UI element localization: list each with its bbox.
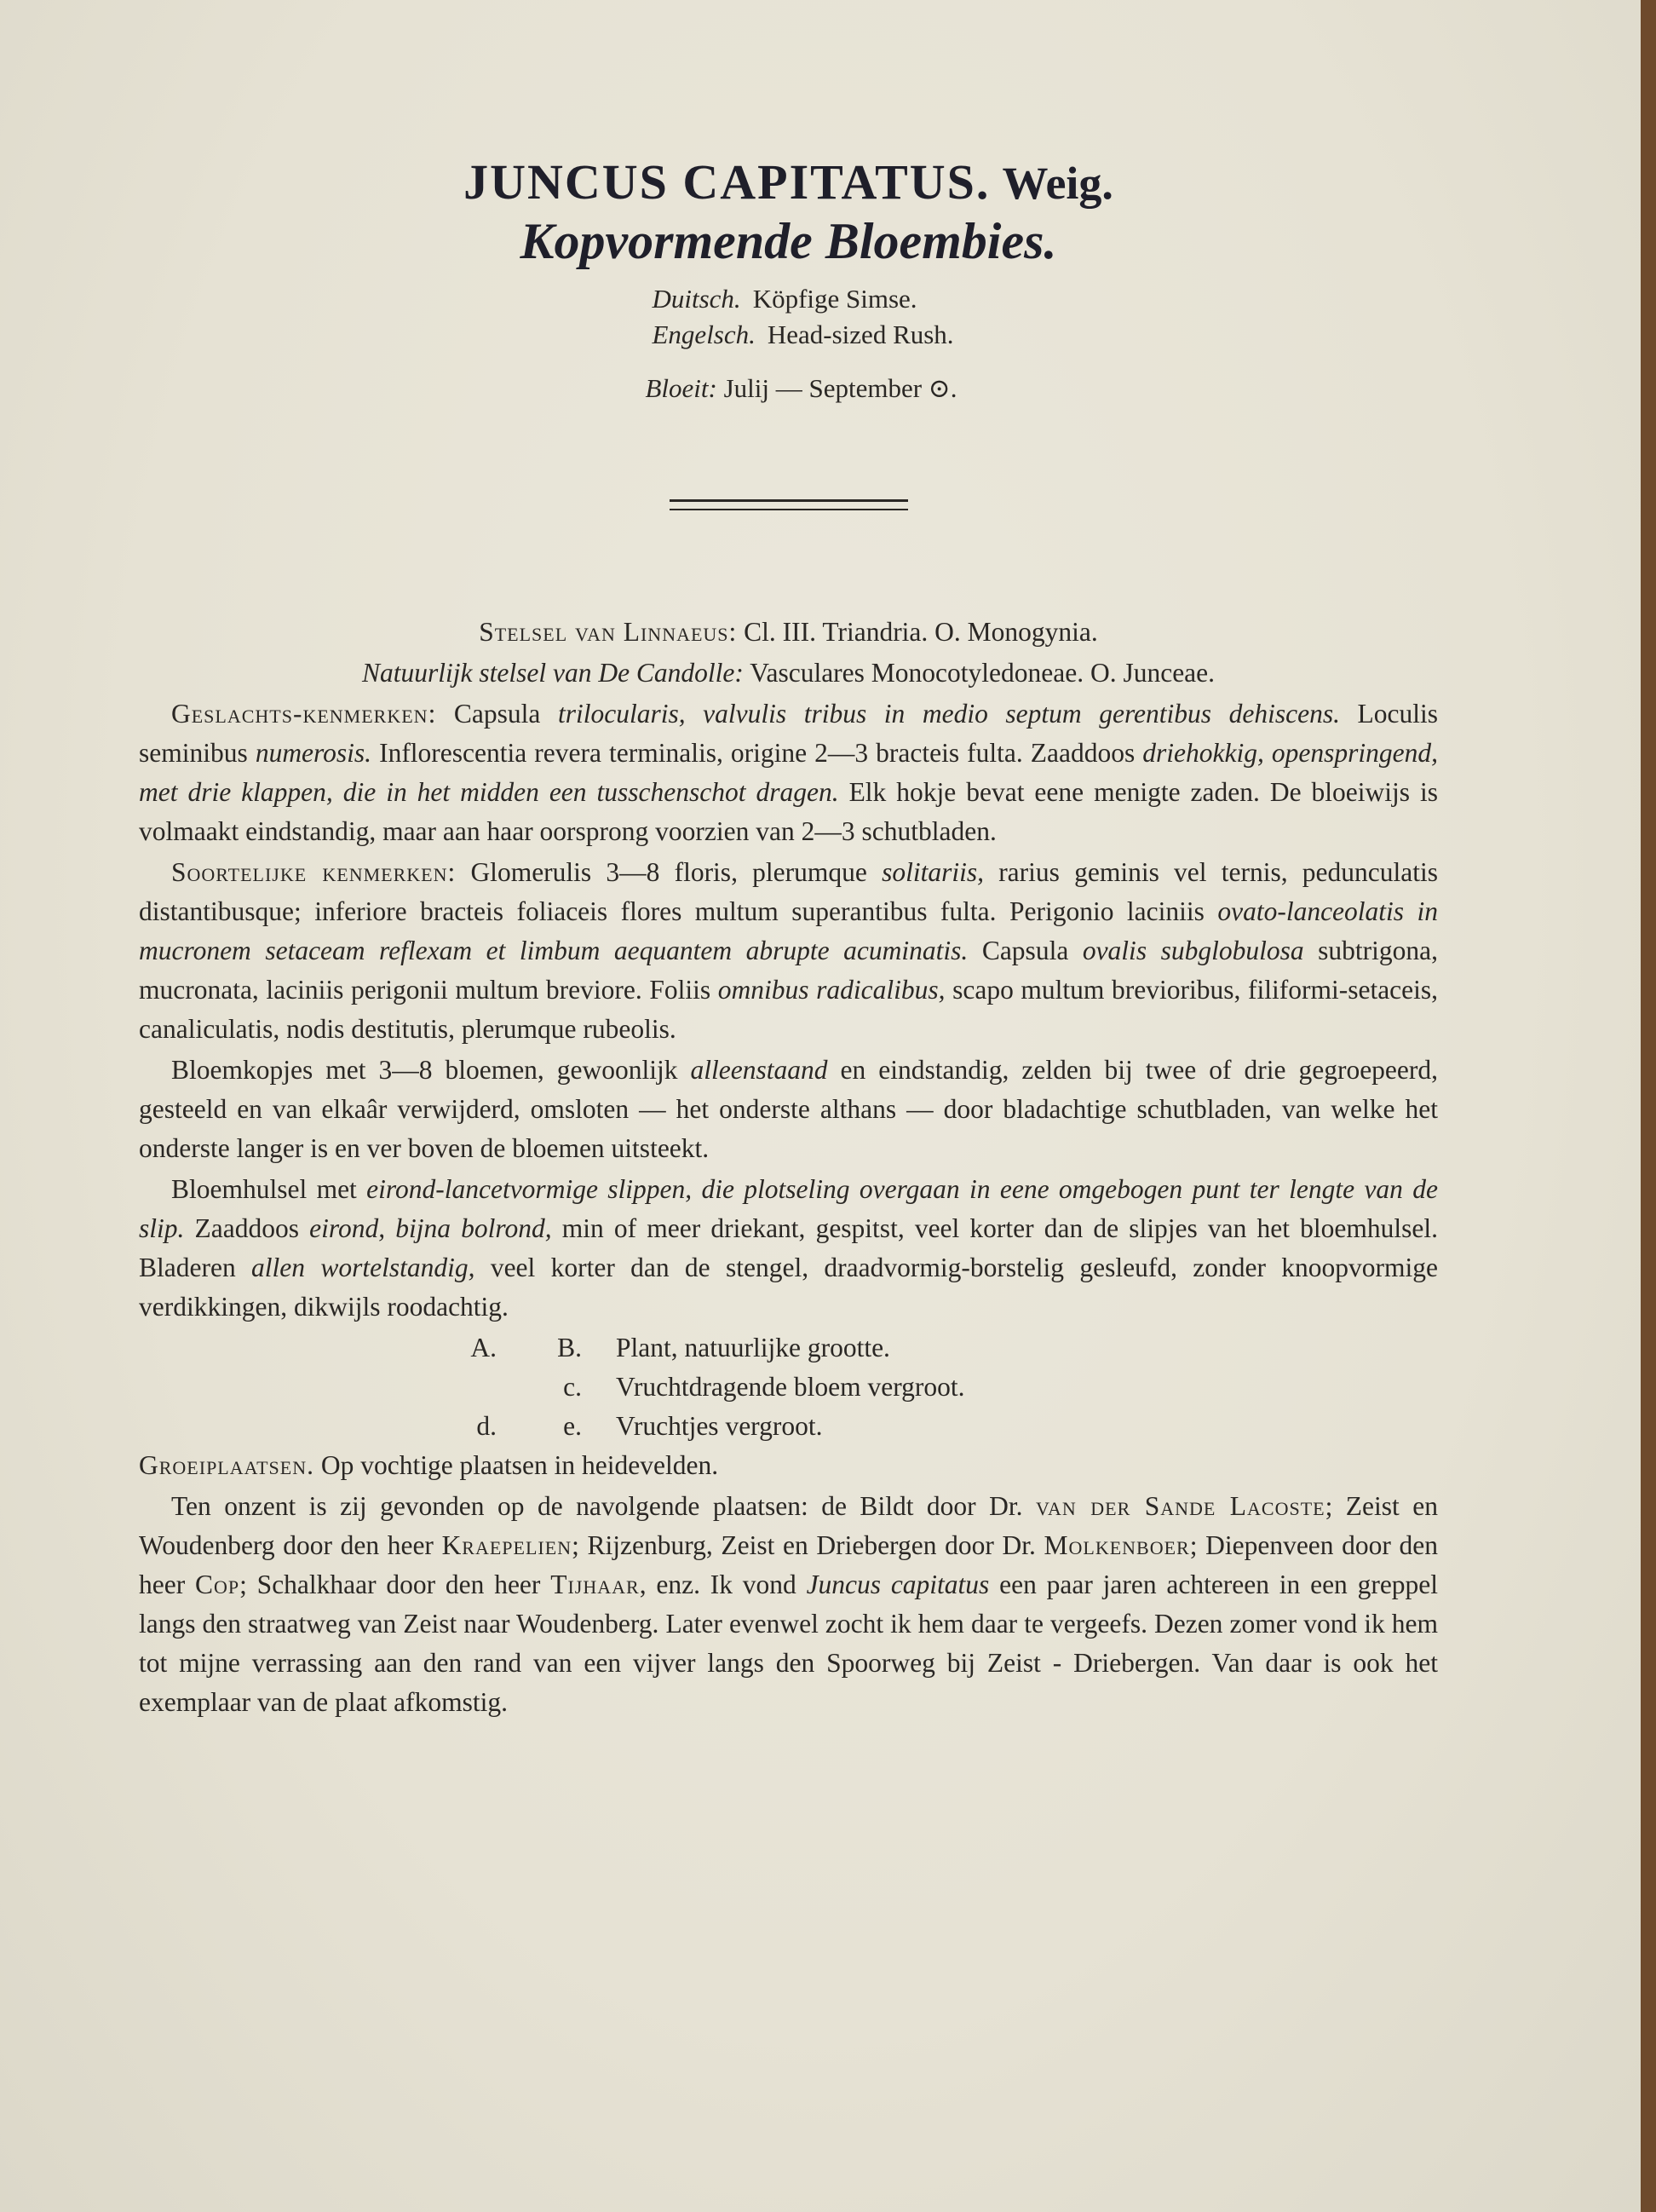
species-label: Soortelijke kenmerken: [171,856,457,887]
species-text-italic: solitariis, [882,856,984,887]
plate-caption: Plant, natuurlijke grootte. [616,1332,890,1362]
linnaeus-value: Cl. III. Triandria. O. Monogynia. [744,616,1098,647]
dutch-description-2 [139,1170,1438,1327]
bloeit-label: Bloeit: [645,372,717,403]
plate-key: A. [470,1332,497,1362]
body-text [139,613,1438,1722]
description-text: veel korter dan de stengel, draadvormig-borstelig gesleufd, zonder knoopvormige verdikkingen, dikwijls roodachtig. [139,1252,1439,1322]
genus-text-italic: trilocularis, valvulis tribus in medio septum gerentibus dehiscens. [557,698,1340,729]
candolle-label: Natuurlijk stelsel van De Candolle: [361,657,744,688]
description-text-italic: allen wortelstandig, [251,1252,475,1282]
genus-text-italic: driehokkig, openspringend, met drie klappen, die in het midden een tusschenschot dragen. [139,737,1439,807]
species-text: rarius geminis vel ternis, pedunculatis distantibusque; inferiore bracteis foliaceis flores multum superantibus fulta. Perigonio laciniis [139,856,1439,926]
description-text-italic: eirond, bijna bolrond, [309,1213,552,1243]
description-text: min of meer driekant, gespitst, veel korter dan de slipjes van het bloemhulsel. Bladeren [139,1213,1439,1282]
habitat-line [139,1446,1438,1485]
locations-text: ; Diepenveen door den heer [139,1529,1439,1599]
description-text-italic: eirond-lancetvormige slippen, die plotseling overgaan in eene omgebogen punt ter lengte van de slip. [139,1173,1438,1243]
plate-caption: Vruchtjes vergroot. [616,1410,823,1441]
plate-key: e. [563,1410,582,1441]
flowering-period [139,373,1438,404]
page-title [139,153,1438,210]
genus-text: Elk hokje bevat eene menigte zaden. De bloeiwijs is volmaakt eindstandig, maar aan haar oorsprong voorzien van 2—3 schutbladen. [139,776,1439,846]
species-text: scapo multum brevioribus, filiformi-setaceis, canaliculatis, nodis destitutis, plerumque rubeolis. [139,974,1439,1044]
locations-paragraph [139,1487,1438,1722]
locations-text: ; Zeist en Woudenberg door den heer [139,1490,1438,1560]
divider-rule [670,499,908,510]
dutch-description-1 [139,1051,1438,1168]
lang-label: Duitsch. [652,284,741,314]
species-paragraph [139,853,1438,1049]
content [139,0,1438,1724]
author: Weig. [1002,158,1113,209]
genus-text: Capsula [453,698,541,729]
genus-text-italic: numerosis. [255,737,372,768]
common-names [516,281,1061,353]
description-text: en eindstandig, zelden bij twee of drie gegroepeerd, gesteeld en van elkaâr verwijderd, omsloten — het onderste althans — door bladachtige schutbladen, van welke het onderste langer is en ver boven de bloemen uitsteekt. [139,1054,1438,1163]
name-row-english [653,317,1061,353]
title-block [139,153,1438,510]
linnaeus-line [139,613,1438,652]
person-name: van der Sande Lacoste [1035,1490,1325,1521]
plate-key: d. [476,1410,497,1441]
linnaeus-label: Stelsel van Linnaeus: [479,616,738,647]
description-text: Bloemhulsel met [171,1173,357,1204]
species-text: subtrigona, mucronata, laciniis perigonii multum breviore. Foliis [139,935,1439,1005]
person-name: Kraepelien [441,1529,572,1560]
dutch-name: Kopvormende Bloembies. [520,213,1057,269]
habitat-text: Op vochtige plaatsen in heidevelden. [320,1449,719,1480]
plate-key [446,1368,497,1407]
locations-text: , enz. Ik vond [639,1569,796,1599]
plate-key: B. [557,1332,582,1362]
candolle-line [139,654,1438,693]
species-text-italic: omnibus radicalibus, [717,974,946,1005]
name-row-german [653,281,1061,317]
description-text: Bloemkopjes met 3—8 bloemen, gewoonlijk [171,1054,678,1085]
description-text: Zaaddoos [194,1213,299,1243]
bloeit-value: Julij — September ⊙. [723,372,957,403]
genus-label: Geslachts-kenmerken: [171,698,437,729]
lang-label: Engelsch. [652,319,756,349]
name-value: Köpfige Simse. [752,284,917,314]
locations-text: Ten onzent is zij gevonden op de navolgende plaatsen: de Bildt door Dr. [171,1490,1023,1521]
person-name: Tijhaar [550,1569,640,1599]
name-value: Head-sized Rush. [767,319,954,349]
species-text: Capsula [981,935,1069,965]
genus-paragraph [139,694,1438,851]
species-text: Glomerulis 3—8 floris, plerumque [470,856,867,887]
species-text-italic: ovalis subglobulosa [1082,935,1304,965]
species-name-italic: Juncus capitatus [806,1569,990,1599]
plate-key: c. [563,1371,582,1402]
plate-legend [446,1328,1438,1446]
candolle-value: Vasculares Monocotyledoneae. O. Junceae. [750,657,1216,688]
person-name: Molkenboer [1044,1529,1190,1560]
habitat-label: Groeiplaatsen. [139,1449,314,1480]
genus-text: Loculis seminibus [139,698,1439,768]
plate-caption: Vruchtdragende bloem vergroot. [616,1371,965,1402]
locations-text: ; Schalkhaar door den heer [239,1569,541,1599]
genus-text: Inflorescentia revera terminalis, origine 2—3 bracteis fulta. Zaaddoos [379,737,1136,768]
latin-name: JUNCUS CAPITATUS. [463,154,991,210]
locations-text: een paar jaren achtereen in een greppel langs den straatweg van Zeist naar Woudenberg. Later evenwel zocht ik hem daar te vergeefs. Dezen zomer vond ik hem tot mijne verrassing aan den rand van een vijver langs den Spoorweg bij Zeist - Driebergen. Van daar is ook het exemplaar van de plaat afkomstig. [139,1569,1439,1717]
species-text-italic: ovato-lanceolatis in mucronem setaceam reflexam et limbum aequantem abrupte acuminatis. [139,896,1438,965]
person-name: Cop [195,1569,240,1599]
locations-text: ; Rijzenburg, Zeist en Driebergen door Dr. [572,1529,1036,1560]
description-text-italic: alleenstaand [690,1054,828,1085]
